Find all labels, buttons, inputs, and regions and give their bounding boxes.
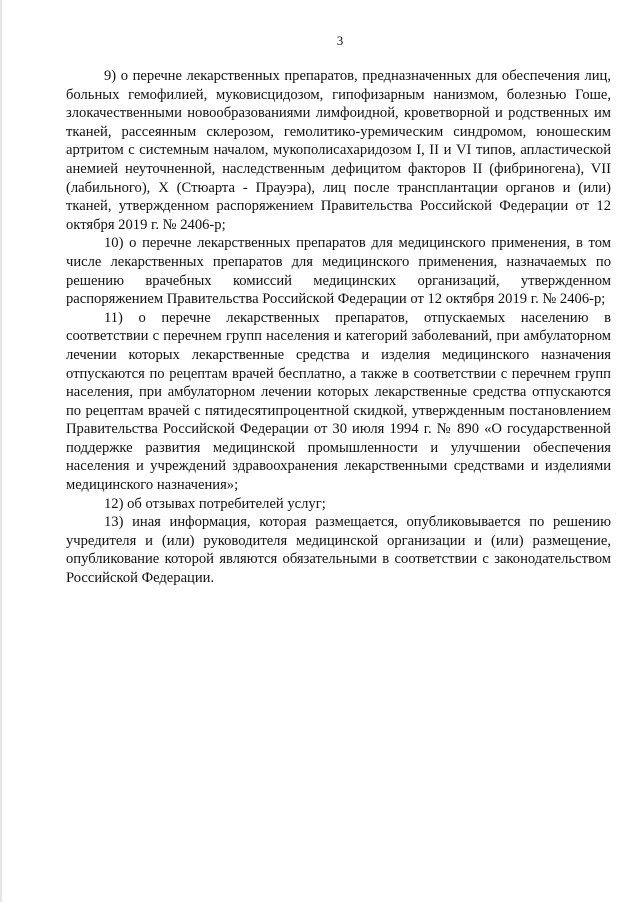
list-item-13: 13) иная информация, которая размещается, опубликовывается по решению учредителя и (или) руководителя медицинской организации и (или) размещение, опубликование которой являются обязательными в соответствии с законодательством Российской Федерации. [66, 514, 611, 587]
list-item-12: 12) об отзывах потребителей услуг; [104, 495, 326, 512]
document-body [66, 67, 611, 588]
page-number: 3 [336, 33, 344, 48]
list-item-10: 10) о перечне лекарственных препаратов для медицинского применения, в том числе лекарственных препаратов для медицинского применения, назначаемых по решению врачебных комиссий медицинских организаций, утвержденном распоряжением Правительства Российской Федерации от 12 октября 2019 г. № 2406-р; [66, 235, 611, 308]
scan-edge [0, 0, 2, 902]
list-item-9: 9) о перечне лекарственных препаратов, предназначенных для обеспечения лиц, больных гемофилией, муковисцидозом, гипофизарным нанизмом, болезнью Гоше, злокачественными новообразованиями лимфоидной, кроветворной и родственных им тканей, рассеянным склерозом, гемолитико-уремическим синдромом, юношеским артритом с системным началом, мукополисахаридозом I, II и VI типов, апластической анемией неуточненной, наследственным дефицитом факторов II (фибриногена), VII (лабильного), X (Стюарта - Прауэра), лиц после трансплантации органов и (или) тканей, утвержденном распоряжением Правительства Российской Федерации от 12 октября 2019 г. № 2406-р; [66, 68, 611, 233]
list-item-11: 11) о перечне лекарственных препаратов, отпускаемых населению в соответствии с перечнем групп населения и категорий заболеваний, при амбулаторном лечении которых лекарственные средства и изделия медицинского назначения отпускаются по рецептам врачей бесплатно, а также в соответствии с перечнем групп населения, при амбулаторном лечении которых лекарственные средства отпускаются по рецептам врачей с пятидесятипроцентной скидкой, утвержденным постановлением Правительства Российской Федерации от 30 июля 1994 г. № 890 «О государственной поддержке развития медицинской промышленности и улучшении обеспечения населения и учреждений здравоохранения лекарственными средствами и изделиями медицинского назначения»; [66, 309, 611, 494]
